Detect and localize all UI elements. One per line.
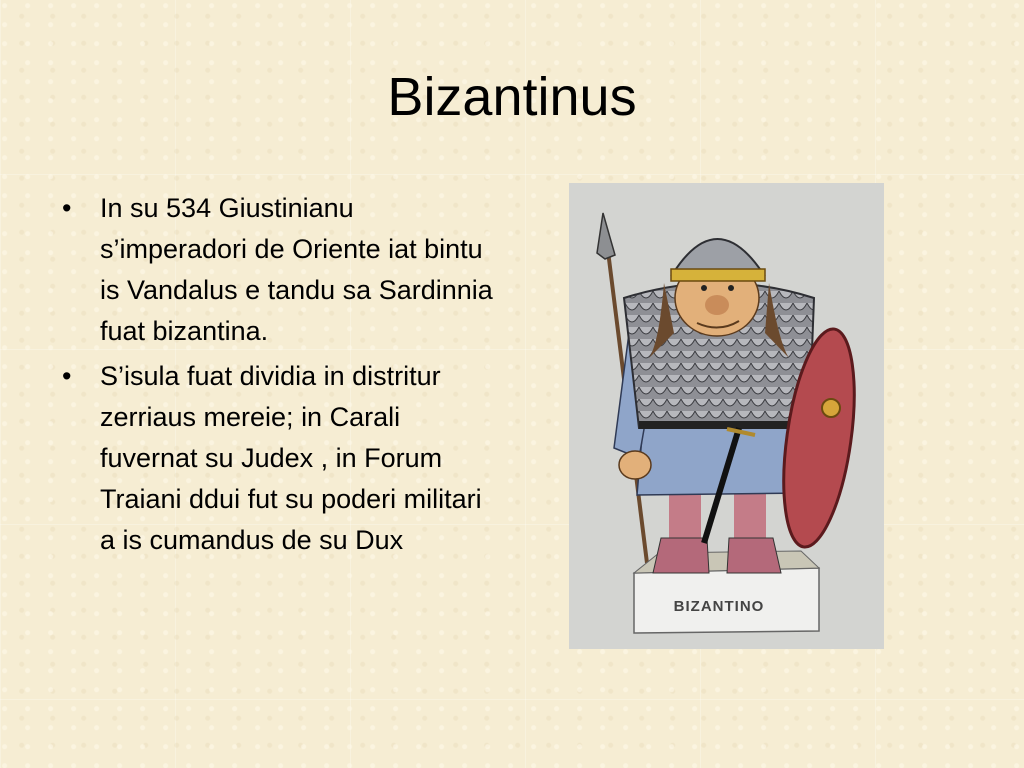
byzantine-soldier-figurine-icon <box>569 183 884 649</box>
plaque-label: BIZANTINO <box>673 598 765 615</box>
bullet-text: In su 534 Giustinianu s’imperadori de Oriente iat bintu is Vandalus e tandu sa Sardinnia fuat bizantina. <box>100 193 493 346</box>
slide-title: Bizantinus <box>387 67 637 127</box>
bullet-item <box>62 188 502 352</box>
bullet-marker: • <box>62 361 72 391</box>
bullet-marker: • <box>62 193 72 223</box>
bullet-item <box>62 356 502 561</box>
bullet-text: S’isula fuat dividia in distritur zerriaus mereie; in Carali fuvernat su Judex , in Forum Traiani ddui fut su poderi militari a is cumandus de su Dux <box>100 361 482 555</box>
bullet-list <box>62 188 502 565</box>
